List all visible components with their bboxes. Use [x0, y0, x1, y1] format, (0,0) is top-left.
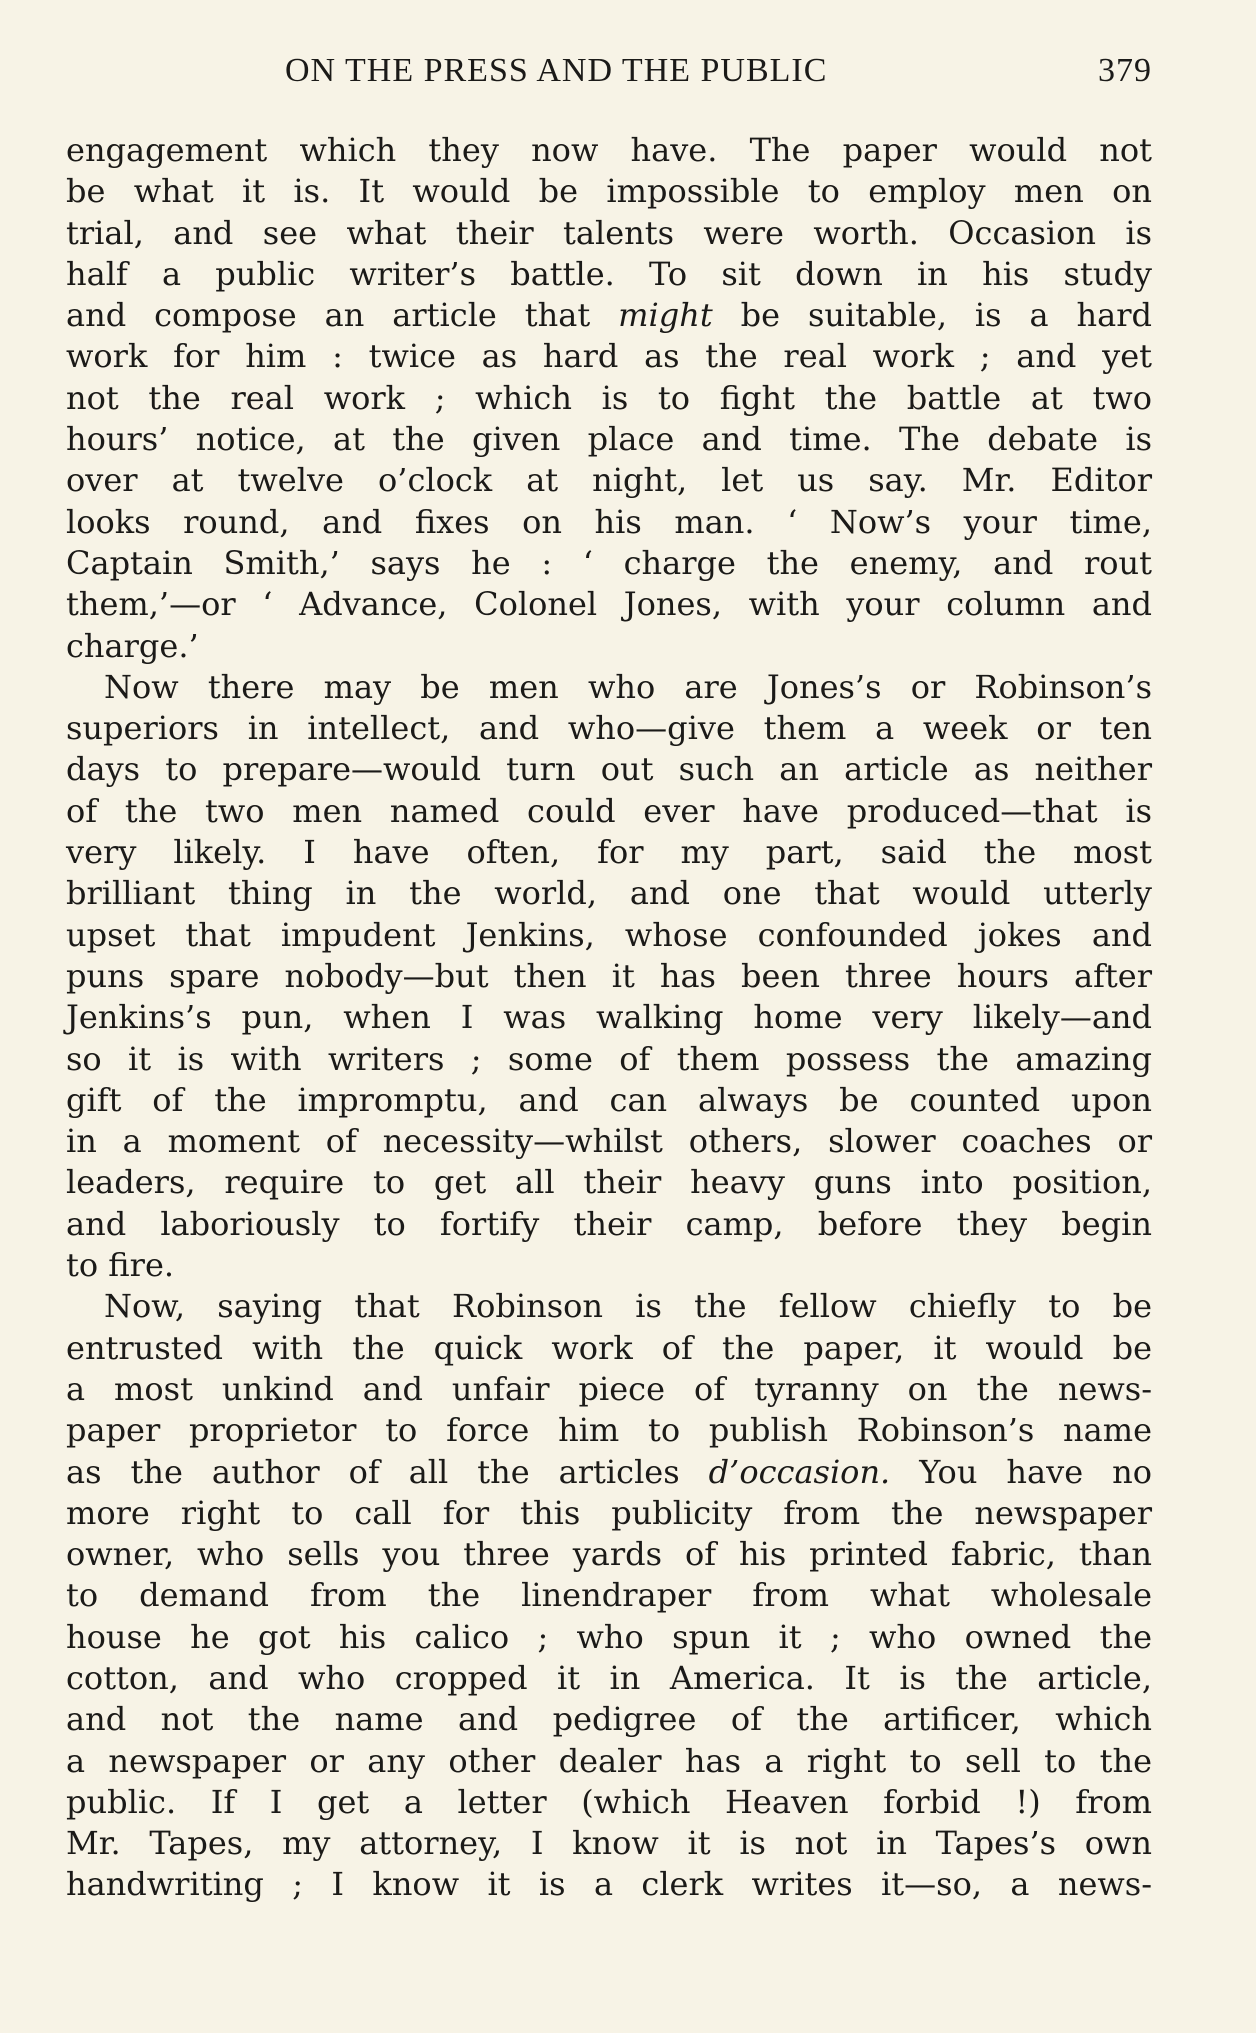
- page-number: 379: [1098, 52, 1152, 89]
- text-line: public. If I get a letter (which Heaven forbid !) from: [66, 1782, 1152, 1821]
- running-title: ON THE PRESS AND THE PUBLIC: [285, 52, 828, 89]
- text-line: hours’ notice, at the given place and time. The debate is: [66, 420, 1152, 459]
- italic-text: might: [618, 296, 713, 335]
- text-line: gift of the impromptu, and can always be counted upon: [66, 1080, 1152, 1119]
- text-line: and not the name and pedigree of the artificer, which: [66, 1700, 1152, 1739]
- text-line: a newspaper or any other dealer has a right to sell to the: [66, 1741, 1152, 1780]
- text-line: Jenkins’s pun, when I was walking home very likely—and: [66, 998, 1152, 1037]
- text-line: handwriting ; I know it is a clerk writes it—so, a news-: [66, 1865, 1152, 1904]
- text-line: over at twelve o’clock at night, let us say. Mr. Editor: [66, 461, 1152, 500]
- text-line: in a moment of necessity—whilst others, slower coaches or: [66, 1122, 1152, 1161]
- text-line: half a public writer’s battle. To sit down in his study: [66, 254, 1152, 293]
- text-line: them,’—or ‘ Advance, Colonel Jones, with your column and: [66, 585, 1152, 624]
- text-line: to demand from the linendraper from what wholesale: [66, 1576, 1152, 1615]
- text-line: owner, who sells you three yards of his printed fabric, than: [66, 1535, 1152, 1574]
- text-line: trial, and see what their talents were worth. Occasion is: [66, 213, 1152, 252]
- text-line: very likely. I have often, for my part, said the most: [66, 833, 1152, 872]
- text-line: a most unkind and unfair piece of tyranny on the news-: [66, 1369, 1152, 1408]
- text-line: be what it is. It would be impossible to employ men on: [66, 172, 1152, 211]
- text-line: brilliant thing in the world, and one that would utterly: [66, 874, 1152, 913]
- text-line: of the two men named could ever have produced—that is: [66, 791, 1152, 830]
- text-line: engagement which they now have. The paper would not: [66, 131, 1152, 169]
- text-line: upset that impudent Jenkins, whose confounded jokes and: [66, 915, 1152, 954]
- paragraph-start-line: Now, saying that Robinson is the fellow chiefly to be: [104, 1287, 1152, 1326]
- paragraph-end-line: to fire.: [66, 1246, 175, 1285]
- text-line: Captain Smith,’ says he : ‘ charge the enemy, and rout: [66, 543, 1152, 582]
- text-line: not the real work ; which is to fight the battle at two: [66, 378, 1152, 417]
- text-line: and compose an article that might be suitable, is a hard: [66, 296, 1152, 335]
- text-line: house he got his calico ; who spun it ; who owned the: [66, 1617, 1152, 1656]
- body-text: [66, 130, 1152, 1906]
- text-line: and laboriously to fortify their camp, before they begin: [66, 1204, 1152, 1243]
- text-line: so it is with writers ; some of them possess the amazing: [66, 1039, 1152, 1078]
- italic-text: d’occasion.: [708, 1452, 891, 1491]
- paragraph-start-line: Now there may be men who are Jones’s or Robinson’s: [104, 667, 1152, 706]
- text-line: more right to call for this publicity from the newspaper: [66, 1493, 1152, 1532]
- text-line: as the author of all the articles d’occasion. You have no: [66, 1452, 1153, 1491]
- paragraph-end-line: charge.’: [66, 626, 199, 665]
- book-page: [66, 52, 1153, 1904]
- text-line: puns spare nobody—but then it has been three hours after: [66, 956, 1152, 995]
- text-line: leaders, require to get all their heavy guns into position,: [66, 1163, 1152, 1202]
- text-line: cotton, and who cropped it in America. It is the article,: [66, 1658, 1152, 1697]
- text-line: paper proprietor to force him to publish Robinson’s name: [66, 1411, 1152, 1450]
- text-line: Mr. Tapes, my attorney, I know it is not in Tapes’s own: [66, 1824, 1152, 1863]
- text-line: superiors in intellect, and who—give them a week or ten: [66, 709, 1152, 748]
- text-line: days to prepare—would turn out such an article as neither: [66, 750, 1152, 789]
- text-line: work for him : twice as hard as the real work ; and yet: [66, 337, 1152, 376]
- text-line: entrusted with the quick work of the paper, it would be: [66, 1328, 1152, 1367]
- text-line: looks round, and fixes on his man. ‘ Now’s your time,: [66, 502, 1152, 541]
- running-header: [66, 52, 1152, 104]
